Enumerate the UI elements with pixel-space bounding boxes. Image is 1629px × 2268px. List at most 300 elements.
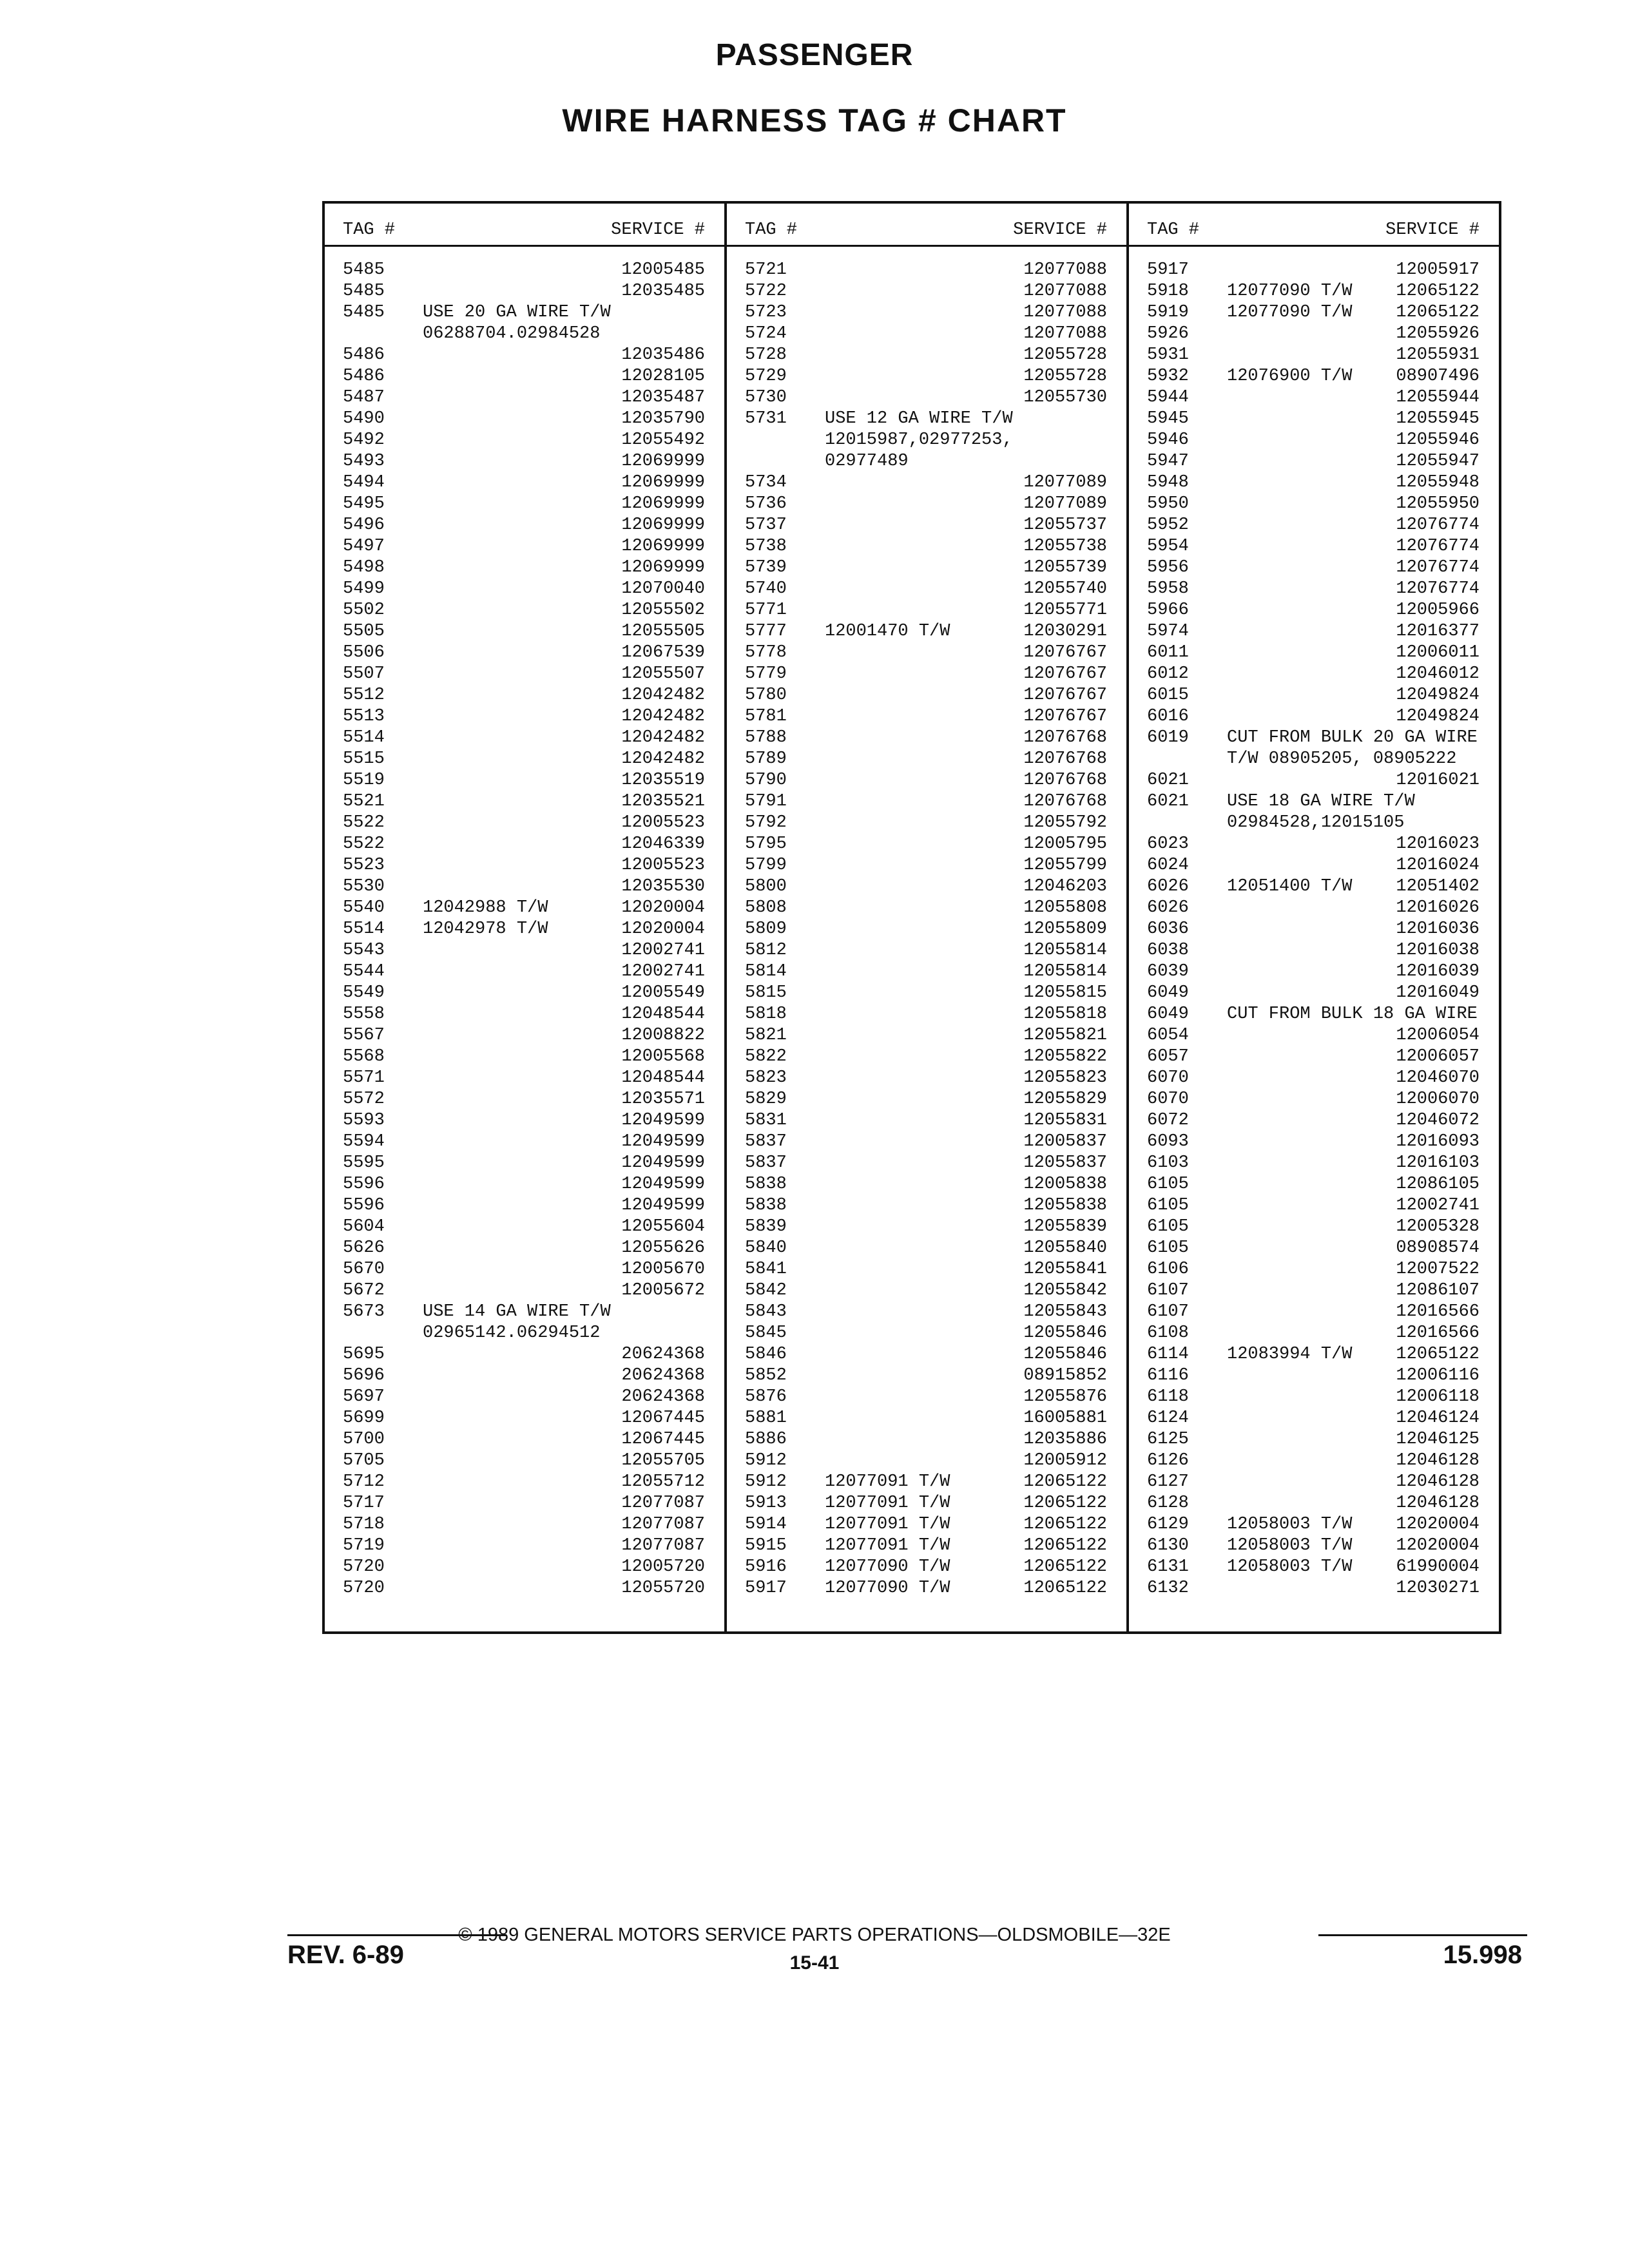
service-cell: 12046203 — [1023, 877, 1107, 896]
table-row — [325, 1216, 724, 1238]
service-cell: 12030271 — [1396, 1579, 1480, 1598]
table-row — [1129, 1302, 1499, 1323]
table-row — [1129, 898, 1499, 919]
service-cell: 12055771 — [1023, 601, 1107, 620]
table-row — [1129, 664, 1499, 685]
tag-cell: 5777 — [745, 622, 787, 641]
service-cell: 12077088 — [1023, 282, 1107, 301]
table-row — [1129, 940, 1499, 961]
table-row — [325, 451, 724, 472]
tag-cell: 5499 — [343, 579, 385, 599]
service-cell: 08915852 — [1023, 1366, 1107, 1385]
tag-cell: 5485 — [343, 260, 385, 280]
service-cell: 12020004 — [621, 898, 705, 918]
tag-cell: 5696 — [343, 1366, 385, 1385]
service-cell: 12055737 — [1023, 515, 1107, 535]
table-row — [1129, 1344, 1499, 1365]
service-cell: 12035886 — [1023, 1430, 1107, 1449]
table-row — [325, 642, 724, 664]
service-cell: 12055808 — [1023, 898, 1107, 918]
table-row — [325, 898, 724, 919]
table-row — [325, 1004, 724, 1025]
tag-cell: 5495 — [343, 494, 385, 514]
service-cell: 12055831 — [1023, 1111, 1107, 1130]
service-cell: 12065122 — [1023, 1536, 1107, 1555]
service-cell: 08908574 — [1396, 1238, 1480, 1258]
tag-cell: 5502 — [343, 601, 385, 620]
tag-cell: 5505 — [343, 622, 385, 641]
table-row — [1129, 1450, 1499, 1472]
tag-cell: 6108 — [1147, 1323, 1189, 1343]
tag-cell: 6016 — [1147, 707, 1189, 726]
service-cell: 12035571 — [621, 1090, 705, 1109]
tag-cell: 5919 — [1147, 303, 1189, 322]
prefix-cell: 12077090 T/W — [1227, 303, 1353, 322]
service-cell: 12005670 — [621, 1260, 705, 1279]
tag-cell: 5852 — [745, 1366, 787, 1385]
service-cell: 12049599 — [621, 1153, 705, 1173]
table-row — [325, 387, 724, 408]
service-cell: 12065122 — [1023, 1557, 1107, 1577]
table-row — [325, 1174, 724, 1195]
table-row — [1129, 472, 1499, 494]
table-row — [325, 727, 724, 749]
service-cell: 12077088 — [1023, 260, 1107, 280]
service-cell: 12008822 — [621, 1026, 705, 1045]
tag-cell: 5596 — [343, 1175, 385, 1194]
service-cell: 12055843 — [1023, 1302, 1107, 1321]
service-cell: 12049599 — [621, 1196, 705, 1215]
service-cell: 12055739 — [1023, 558, 1107, 577]
wire-harness-table — [322, 201, 1501, 1634]
service-cell: 12077088 — [1023, 324, 1107, 343]
table-column-2 — [724, 204, 1126, 1631]
service-cell: 12055814 — [1023, 941, 1107, 960]
table-row — [1129, 600, 1499, 621]
service-cell: 12086107 — [1396, 1281, 1480, 1300]
prefix-cell: 02977489 — [825, 452, 909, 471]
tag-cell: 5812 — [745, 941, 787, 960]
tag-header: TAG # — [1147, 220, 1200, 240]
service-cell: 12005917 — [1396, 260, 1480, 280]
service-cell: 12005485 — [621, 260, 705, 280]
table-row — [325, 1131, 724, 1153]
tag-cell: 5823 — [745, 1068, 787, 1088]
table-row — [727, 1131, 1126, 1153]
service-cell: 12055815 — [1023, 983, 1107, 1003]
table-row — [1129, 685, 1499, 706]
tag-cell: 5779 — [745, 664, 787, 684]
table-row — [1129, 1408, 1499, 1429]
table-row — [1129, 366, 1499, 387]
service-cell: 12086105 — [1396, 1175, 1480, 1194]
tag-cell: 5729 — [745, 367, 787, 386]
service-cell: 12005568 — [621, 1047, 705, 1066]
service-cell: 12067539 — [621, 643, 705, 662]
tag-cell: 5789 — [745, 749, 787, 769]
service-cell: 12005795 — [1023, 834, 1107, 854]
service-cell: 12067445 — [621, 1408, 705, 1428]
tag-cell: 5700 — [343, 1430, 385, 1449]
table-row — [325, 1153, 724, 1174]
service-cell: 12005328 — [1396, 1217, 1480, 1236]
tag-cell: 5808 — [745, 898, 787, 918]
table-row — [727, 281, 1126, 302]
tag-cell: 5792 — [745, 813, 787, 832]
table-row — [1129, 876, 1499, 898]
service-cell: 12055818 — [1023, 1004, 1107, 1024]
tag-cell: 6036 — [1147, 919, 1189, 939]
table-row — [325, 1068, 724, 1089]
service-cell: 12048544 — [621, 1004, 705, 1024]
service-cell: 12055799 — [1023, 856, 1107, 875]
table-row — [1129, 1216, 1499, 1238]
tag-cell: 5717 — [343, 1494, 385, 1513]
service-cell: 12055626 — [621, 1238, 705, 1258]
service-cell: 12035521 — [621, 792, 705, 811]
service-cell: 12035530 — [621, 877, 705, 896]
tag-cell: 5540 — [343, 898, 385, 918]
table-row — [1129, 1578, 1499, 1599]
tag-cell: 5498 — [343, 558, 385, 577]
service-cell: 12070040 — [621, 579, 705, 599]
service-cell: 12016023 — [1396, 834, 1480, 854]
service-cell: 12076774 — [1396, 558, 1480, 577]
table-row — [325, 1280, 724, 1302]
tag-cell: 6129 — [1147, 1515, 1189, 1534]
service-cell: 12016038 — [1396, 941, 1480, 960]
table-row — [1129, 1110, 1499, 1131]
table-row — [1129, 1259, 1499, 1280]
table-row — [727, 366, 1126, 387]
prefix-cell: 12077090 T/W — [825, 1557, 950, 1577]
tag-cell: 5492 — [343, 430, 385, 450]
tag-cell: 5721 — [745, 260, 787, 280]
tag-cell: 5815 — [745, 983, 787, 1003]
table-row — [1129, 812, 1499, 834]
table-row — [325, 1429, 724, 1450]
tag-cell: 5912 — [745, 1451, 787, 1470]
service-cell: 12077087 — [621, 1515, 705, 1534]
service-cell: 12055842 — [1023, 1281, 1107, 1300]
tag-cell: 6072 — [1147, 1111, 1189, 1130]
table-row — [1129, 1025, 1499, 1046]
table-row — [727, 1535, 1126, 1557]
tag-cell: 5781 — [745, 707, 787, 726]
service-cell: 12065122 — [1396, 282, 1480, 301]
service-cell: 12055926 — [1396, 324, 1480, 343]
table-row — [727, 685, 1126, 706]
table-row — [727, 1365, 1126, 1387]
prefix-cell: 12015987,02977253, — [825, 430, 1013, 450]
service-cell: 12005837 — [1023, 1132, 1107, 1151]
table-row — [727, 1493, 1126, 1514]
service-cell: 61990004 — [1396, 1557, 1480, 1577]
service-cell: 12055604 — [621, 1217, 705, 1236]
prefix-cell: 12077090 T/W — [1227, 282, 1353, 301]
service-cell: 12055839 — [1023, 1217, 1107, 1236]
table-row — [325, 791, 724, 812]
table-row — [727, 1450, 1126, 1472]
table-row — [727, 919, 1126, 940]
prefix-cell: 12076900 T/W — [1227, 367, 1353, 386]
tag-cell: 5558 — [343, 1004, 385, 1024]
table-row — [325, 940, 724, 961]
tag-cell: 5737 — [745, 515, 787, 535]
prefix-cell: USE 20 GA WIRE T/W — [423, 303, 611, 322]
tag-cell: 5837 — [745, 1153, 787, 1173]
service-header: SERVICE # — [611, 220, 705, 240]
table-row — [727, 1323, 1126, 1344]
service-cell: 12076767 — [1023, 686, 1107, 705]
table-row — [727, 961, 1126, 983]
service-cell: 12055728 — [1023, 345, 1107, 365]
tag-cell: 6021 — [1147, 771, 1189, 790]
table-row — [727, 834, 1126, 855]
table-row — [325, 472, 724, 494]
page-subtitle: WIRE HARNESS TAG # CHART — [562, 102, 1067, 139]
table-row — [325, 1302, 724, 1323]
prefix-cell: 12001470 T/W — [825, 622, 950, 641]
service-cell: 12076774 — [1396, 515, 1480, 535]
tag-cell: 6105 — [1147, 1238, 1189, 1258]
service-cell: 12065122 — [1023, 1472, 1107, 1492]
tag-cell: 5800 — [745, 877, 787, 896]
table-row — [325, 260, 724, 281]
service-cell: 12016036 — [1396, 919, 1480, 939]
service-cell: 12005838 — [1023, 1175, 1107, 1194]
tag-cell: 5699 — [343, 1408, 385, 1428]
tag-cell: 6126 — [1147, 1451, 1189, 1470]
tag-cell: 5795 — [745, 834, 787, 854]
table-row — [325, 1408, 724, 1429]
tag-cell: 5670 — [343, 1260, 385, 1279]
table-row — [727, 898, 1126, 919]
service-cell: 12016093 — [1396, 1132, 1480, 1151]
table-row — [727, 1238, 1126, 1259]
service-cell: 12055823 — [1023, 1068, 1107, 1088]
service-cell: 12055705 — [621, 1451, 705, 1470]
table-row — [325, 812, 724, 834]
service-cell: 12077089 — [1023, 494, 1107, 514]
table-row — [325, 876, 724, 898]
table-row — [325, 961, 724, 983]
table-row — [1129, 1068, 1499, 1089]
tag-cell: 5822 — [745, 1047, 787, 1066]
tag-cell: 5522 — [343, 813, 385, 832]
table-row — [1129, 855, 1499, 876]
tag-cell: 6049 — [1147, 983, 1189, 1003]
table-row — [325, 621, 724, 642]
table-row — [1129, 1387, 1499, 1408]
service-header: SERVICE # — [1385, 220, 1480, 240]
tag-cell: 6021 — [1147, 792, 1189, 811]
service-cell: 12076767 — [1023, 707, 1107, 726]
table-row — [1129, 451, 1499, 472]
tag-cell: 5931 — [1147, 345, 1189, 365]
service-cell: 12016021 — [1396, 771, 1480, 790]
table-row — [727, 1068, 1126, 1089]
service-cell: 12055838 — [1023, 1196, 1107, 1215]
tag-header: TAG # — [745, 220, 798, 240]
table-row — [325, 1195, 724, 1216]
service-cell: 12069999 — [621, 558, 705, 577]
service-cell: 12077089 — [1023, 473, 1107, 492]
service-cell: 12006118 — [1396, 1387, 1480, 1407]
table-row — [325, 1557, 724, 1578]
tag-cell: 5914 — [745, 1515, 787, 1534]
tag-cell: 5944 — [1147, 388, 1189, 407]
tag-cell: 5722 — [745, 282, 787, 301]
service-cell: 12042482 — [621, 749, 705, 769]
tag-cell: 5736 — [745, 494, 787, 514]
tag-cell: 5740 — [745, 579, 787, 599]
tag-cell: 6057 — [1147, 1047, 1189, 1066]
table-row — [727, 812, 1126, 834]
service-cell: 12046070 — [1396, 1068, 1480, 1088]
table-row — [325, 834, 724, 855]
service-cell: 12069999 — [621, 473, 705, 492]
prefix-cell: 12077091 T/W — [825, 1536, 950, 1555]
tag-cell: 5780 — [745, 686, 787, 705]
service-cell: 12055809 — [1023, 919, 1107, 939]
tag-cell: 5512 — [343, 686, 385, 705]
tag-cell: 6124 — [1147, 1408, 1189, 1428]
tag-cell: 6132 — [1147, 1579, 1189, 1598]
prefix-cell: 12042988 T/W — [423, 898, 548, 918]
table-row — [325, 685, 724, 706]
service-cell: 12042482 — [621, 707, 705, 726]
table-row — [727, 1429, 1126, 1450]
tag-cell: 5731 — [745, 409, 787, 428]
service-cell: 12006116 — [1396, 1366, 1480, 1385]
table-row — [1129, 1238, 1499, 1259]
tag-cell: 6023 — [1147, 834, 1189, 854]
tag-cell: 5672 — [343, 1281, 385, 1300]
table-row — [325, 323, 724, 345]
tag-cell: 6131 — [1147, 1557, 1189, 1577]
table-row — [1129, 281, 1499, 302]
service-cell: 12055841 — [1023, 1260, 1107, 1279]
table-row — [727, 642, 1126, 664]
service-cell: 12005523 — [621, 856, 705, 875]
service-cell: 12005966 — [1396, 601, 1480, 620]
service-cell: 20624368 — [621, 1345, 705, 1364]
table-row — [727, 323, 1126, 345]
tag-cell: 5730 — [745, 388, 787, 407]
tag-cell: 5513 — [343, 707, 385, 726]
table-row — [727, 621, 1126, 642]
prefix-cell: 12042978 T/W — [423, 919, 548, 939]
table-row — [727, 1025, 1126, 1046]
tag-cell: 6093 — [1147, 1132, 1189, 1151]
table-row — [1129, 260, 1499, 281]
tag-cell: 6114 — [1147, 1345, 1189, 1364]
tag-cell: 5572 — [343, 1090, 385, 1109]
service-cell: 12076768 — [1023, 792, 1107, 811]
table-row — [1129, 345, 1499, 366]
table-row — [325, 770, 724, 791]
table-row — [1129, 302, 1499, 323]
tag-cell: 5829 — [745, 1090, 787, 1109]
table-row — [1129, 1557, 1499, 1578]
service-cell: 12055947 — [1396, 452, 1480, 471]
service-cell: 20624368 — [621, 1387, 705, 1407]
service-cell: 12046128 — [1396, 1494, 1480, 1513]
tag-cell: 5846 — [745, 1345, 787, 1364]
prefix-cell: 02984528,12015105 — [1227, 813, 1405, 832]
tag-cell: 6128 — [1147, 1494, 1189, 1513]
tag-cell: 5917 — [1147, 260, 1189, 280]
table-row — [727, 1259, 1126, 1280]
service-cell: 12006070 — [1396, 1090, 1480, 1109]
service-cell: 12076767 — [1023, 643, 1107, 662]
service-cell: 12055738 — [1023, 537, 1107, 556]
tag-cell: 5718 — [343, 1515, 385, 1534]
prefix-cell: 12058003 T/W — [1227, 1536, 1353, 1555]
tag-cell: 5843 — [745, 1302, 787, 1321]
service-cell: 12035485 — [621, 282, 705, 301]
table-row — [727, 557, 1126, 579]
table-rows — [1129, 247, 1499, 1599]
table-row — [325, 855, 724, 876]
table-row — [727, 579, 1126, 600]
prefix-cell: T/W 08905205, 08905222 — [1227, 749, 1457, 769]
tag-cell: 5840 — [745, 1238, 787, 1258]
service-cell: 12055814 — [1023, 962, 1107, 981]
table-row — [727, 1046, 1126, 1068]
service-cell: 12055502 — [621, 601, 705, 620]
table-row — [727, 983, 1126, 1004]
tag-cell: 6103 — [1147, 1153, 1189, 1173]
prefix-cell: 12058003 T/W — [1227, 1515, 1353, 1534]
service-cell: 12020004 — [621, 919, 705, 939]
table-row — [727, 1578, 1126, 1599]
service-cell: 12055846 — [1023, 1345, 1107, 1364]
tag-cell: 5788 — [745, 728, 787, 747]
tag-cell: 5778 — [745, 643, 787, 662]
table-row — [325, 430, 724, 451]
service-cell: 12035487 — [621, 388, 705, 407]
table-row — [727, 1280, 1126, 1302]
service-cell: 12055730 — [1023, 388, 1107, 407]
table-row — [727, 727, 1126, 749]
service-cell: 12005912 — [1023, 1451, 1107, 1470]
tag-cell: 5818 — [745, 1004, 787, 1024]
prefix-cell: USE 18 GA WIRE T/W — [1227, 792, 1415, 811]
prefix-cell: CUT FROM BULK 18 GA WIRE — [1227, 1004, 1478, 1024]
service-cell: 12006057 — [1396, 1047, 1480, 1066]
tag-cell: 5837 — [745, 1132, 787, 1151]
prefix-cell: 12058003 T/W — [1227, 1557, 1353, 1577]
table-row — [1129, 834, 1499, 855]
tag-cell: 5567 — [343, 1026, 385, 1045]
tag-cell: 6107 — [1147, 1302, 1189, 1321]
table-row — [325, 749, 724, 770]
table-row — [727, 876, 1126, 898]
table-row — [1129, 1153, 1499, 1174]
service-cell: 12055728 — [1023, 367, 1107, 386]
table-row — [727, 260, 1126, 281]
service-cell: 12055846 — [1023, 1323, 1107, 1343]
service-cell: 12049599 — [621, 1175, 705, 1194]
tag-cell: 5842 — [745, 1281, 787, 1300]
service-cell: 12055829 — [1023, 1090, 1107, 1109]
service-cell: 12007522 — [1396, 1260, 1480, 1279]
tag-cell: 6011 — [1147, 643, 1189, 662]
tag-cell: 6106 — [1147, 1260, 1189, 1279]
table-row — [727, 664, 1126, 685]
